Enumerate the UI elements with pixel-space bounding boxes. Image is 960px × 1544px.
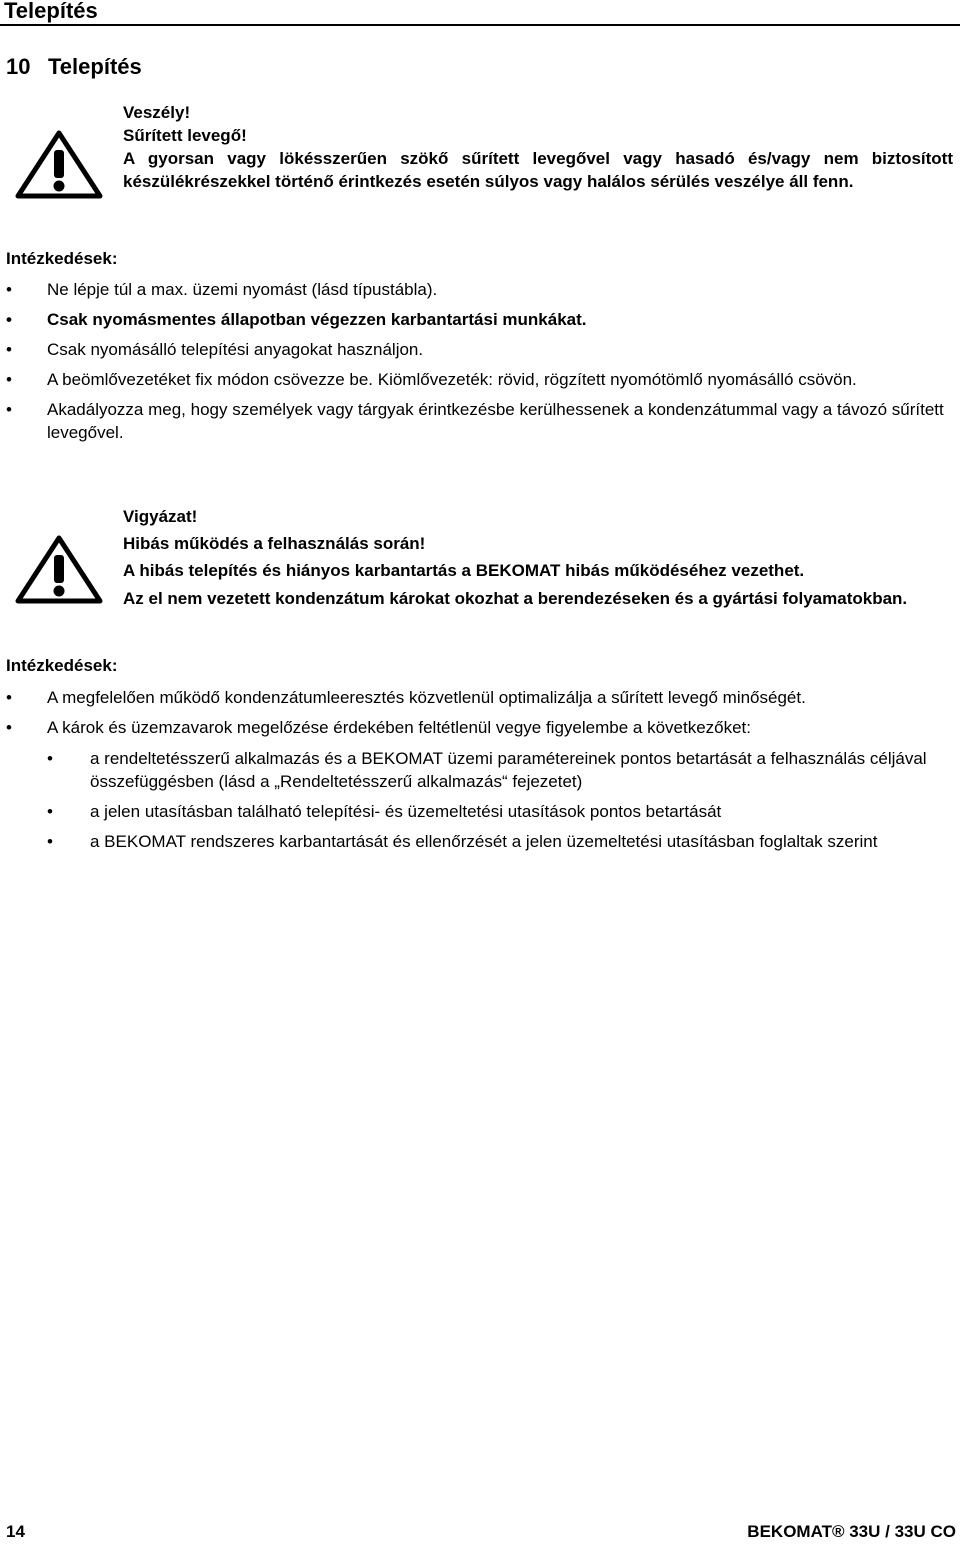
bullet-icon: • [6,310,12,329]
list-item: • A beömlővezetéket fix módon csövezze be. Kiömlővezeték: rövid, rögzített nyomótömlő nyomásálló csövön. [6,370,857,389]
measures-list-1 [0,278,960,451]
bullet-icon: • [6,400,12,419]
warning-triangle-icon [12,533,106,605]
bullet-icon: • [6,280,12,299]
list-item: • Csak nyomásálló telepítési anyagokat használjon. [6,340,424,359]
danger-warning [123,101,953,193]
section-title: Telepítés [48,54,142,79]
danger-heading: Veszély! [123,103,191,122]
list-item: • A megfelelően működő kondenzátumleeresztés közvetlenül optimalizálja a sűrített levegő minőségét. [6,688,806,707]
bullet-icon: • [47,802,53,821]
bullet-icon: • [6,688,12,707]
caution-heading: Vigyázat! [123,507,198,526]
sublist-item: • a jelen utasításban található telepítési- és üzemeltetési utasítások pontos betartását [47,802,722,821]
header-divider [0,24,960,26]
danger-description: A gyorsan vagy lökésszerűen szökő sűrített levegővel vagy hasadó és/vagy nem biztosított készülékrészekkel történő érintkezés esetén súlyos vagy halálos sérülés veszélye áll fenn. [123,149,953,191]
measures-sublist [47,747,946,853]
danger-subheading: Sűrített levegő! [123,126,247,145]
bullet-icon: • [6,718,12,737]
measures-label-1: Intézkedések: [6,249,118,268]
warning-triangle-icon [12,128,106,200]
measures-list-2 [0,686,960,860]
caution-subheading: Hibás működés a felhasználás során! [123,534,426,553]
list-item: • A károk és üzemzavarok megelőzése érdekében feltétlenül vegye figyelembe a következőket: • a rendeltetésszerű alkalmazás és a BEKOMAT üzemi paramétereinek pontos betartását a felhasználás céljával összefüggésben (lásd a „Rendeltetésszerű alkalmazás“ fejezetet) • a jelen utasításban található telepítési- és üzemeltetési utasítások pontos betartását • a BEKOMAT rendszeres karbantartását és ellenőrzését a jelen üzemeltetési utasításban foglaltak szerint [0,716,960,853]
section-number: 10 [6,54,31,79]
bullet-icon: • [6,340,12,359]
bullet-icon: • [47,749,53,768]
bullet-icon: • [47,832,53,851]
caution-text-1: A hibás telepítés és hiányos karbantartás a BEKOMAT hibás működéséhez vezethet. [123,561,805,580]
list-item: • Csak nyomásmentes állapotban végezzen karbantartási munkákat. [6,310,587,329]
page-number: 14 [6,1522,25,1541]
measures-label-2: Intézkedések: [6,656,118,675]
caution-warning [123,503,953,610]
sublist-item: • a BEKOMAT rendszeres karbantartását és ellenőrzését a jelen üzemeltetési utasításban foglaltak szerint [47,832,878,851]
list-item: • Akadályozza meg, hogy személyek vagy tárgyak érintkezésbe kerülhessenek a kondenzátummal vagy a távozó sűrített levegővel. [6,400,944,442]
list-item: • Ne lépje túl a max. üzemi nyomást (lásd típustábla). [6,280,438,299]
bullet-icon: • [6,370,12,389]
product-name: BEKOMAT® 33U / 33U CO [747,1522,956,1541]
sublist-item: • a rendeltetésszerű alkalmazás és a BEKOMAT üzemi paramétereinek pontos betartását a felhasználás céljával összefüggésben (lásd a „Rendeltetésszerű alkalmazás“ fejezetet) [47,749,927,791]
page-header-title: Telepítés [4,0,98,23]
caution-text-2: Az el nem vezetett kondenzátum károkat okozhat a berendezéseken és a gyártási folyamatokban. [123,589,908,608]
